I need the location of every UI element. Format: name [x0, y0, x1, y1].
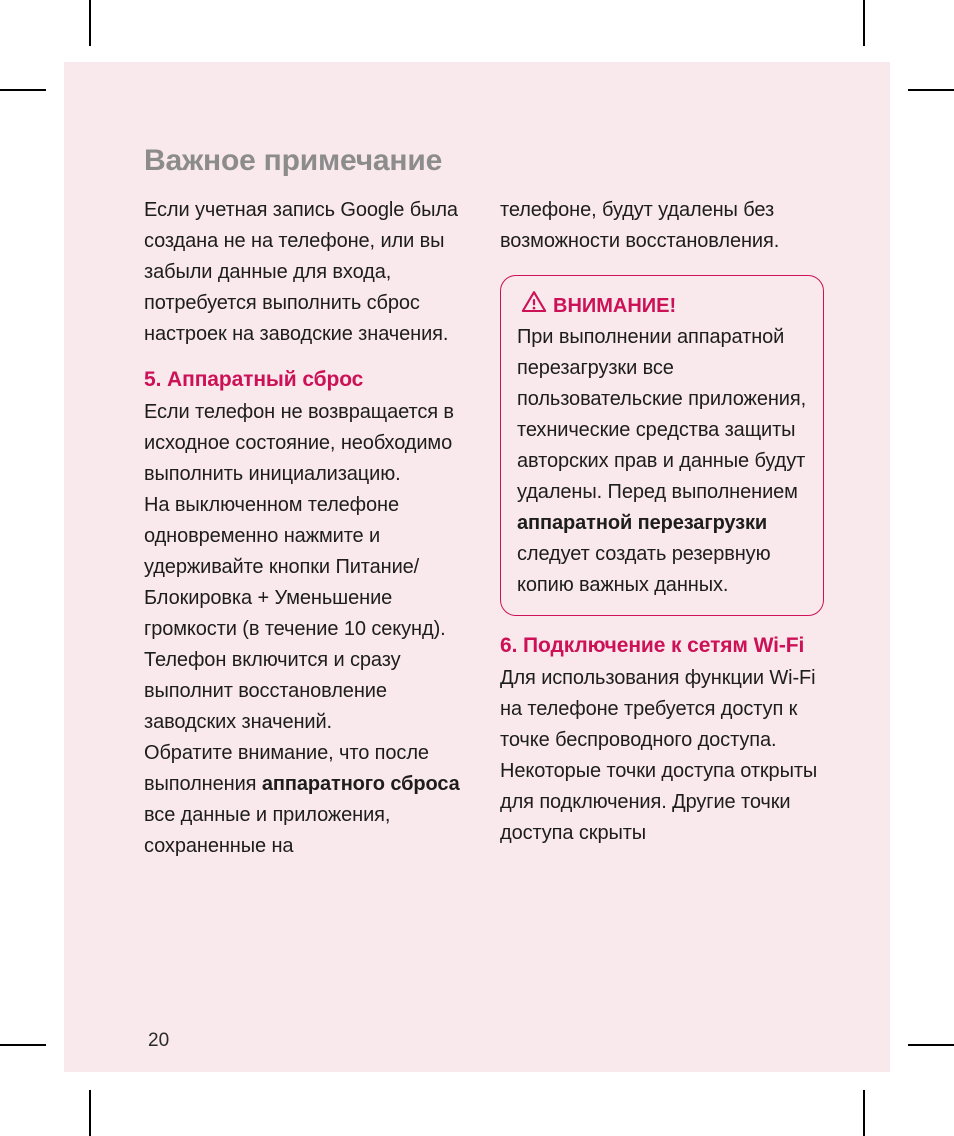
section-5-paragraph-1: Если телефон не возвращается в исходное состояние, необходимо выполнить инициализацию.: [144, 401, 454, 485]
warning-body-bold-term: аппаратной перезагрузки: [517, 512, 768, 534]
crop-mark-bottom-left-horizontal: [0, 1044, 46, 1046]
crop-mark-top-left-vertical: [89, 0, 91, 46]
page-number: 20: [148, 1030, 170, 1051]
section-5-paragraph-3-text-after: все данные и приложения, сохраненные на: [144, 804, 391, 857]
crop-mark-top-left-horizontal: [0, 89, 46, 91]
crop-mark-bottom-left-vertical: [89, 1090, 91, 1136]
warning-body-text-after: следует создать резервную копию важных данных.: [517, 543, 771, 596]
manual-page: [64, 62, 890, 1072]
page-title: Важное примечание: [144, 144, 443, 177]
two-column-body: [144, 195, 824, 862]
crop-mark-bottom-right-vertical: [863, 1090, 865, 1136]
warning-heading-row: [521, 290, 807, 321]
section-6-heading: 6. Подключение к сетям Wi-Fi: [500, 634, 805, 657]
crop-mark-top-right-horizontal: [908, 89, 954, 91]
section-6-paragraph: Для использования функции Wi-Fi на телефоне требуется доступ к точке беспроводного доступа. Некоторые точки доступа открыты для подключения. Другие точки доступа скрыты: [500, 667, 818, 844]
warning-heading-text: ВНИМАНИЕ!: [553, 294, 677, 317]
section-5-paragraph-2: На выключенном телефоне одновременно нажмите и удерживайте кнопки Питание/Блокировка + Уменьшение громкости (в течение 10 секунд). Телефон включится и сразу выполнит восстановление заводских значений.: [144, 494, 446, 733]
warning-callout-box: [500, 275, 824, 616]
warning-body-text: [517, 322, 807, 601]
continuation-paragraph: телефоне, будут удалены без возможности восстановления.: [500, 199, 780, 252]
section-5-paragraph-3: [144, 738, 468, 862]
section-5-paragraph-3-bold-term: аппаратного сброса: [261, 773, 460, 795]
intro-paragraph: Если учетная запись Google была создана не на телефоне, или вы забыли данные для входа, потребуется выполнить сброс настроек на заводские значения.: [144, 199, 458, 345]
crop-mark-top-right-vertical: [863, 0, 865, 46]
crop-mark-bottom-right-horizontal: [908, 1044, 954, 1046]
left-column: [144, 195, 468, 862]
section-5-paragraph-3-text-before: Обратите внимание, что после выполнения: [144, 742, 429, 795]
right-column: [500, 195, 824, 862]
section-5-heading: 5. Аппаратный сброс: [144, 368, 364, 391]
warning-triangle-icon: [521, 290, 547, 321]
warning-body-text-before: При выполнении аппаратной перезагрузки все пользовательские приложения, технические средства защиты авторских прав и данные будут удалены. Перед выполнением: [517, 326, 807, 503]
